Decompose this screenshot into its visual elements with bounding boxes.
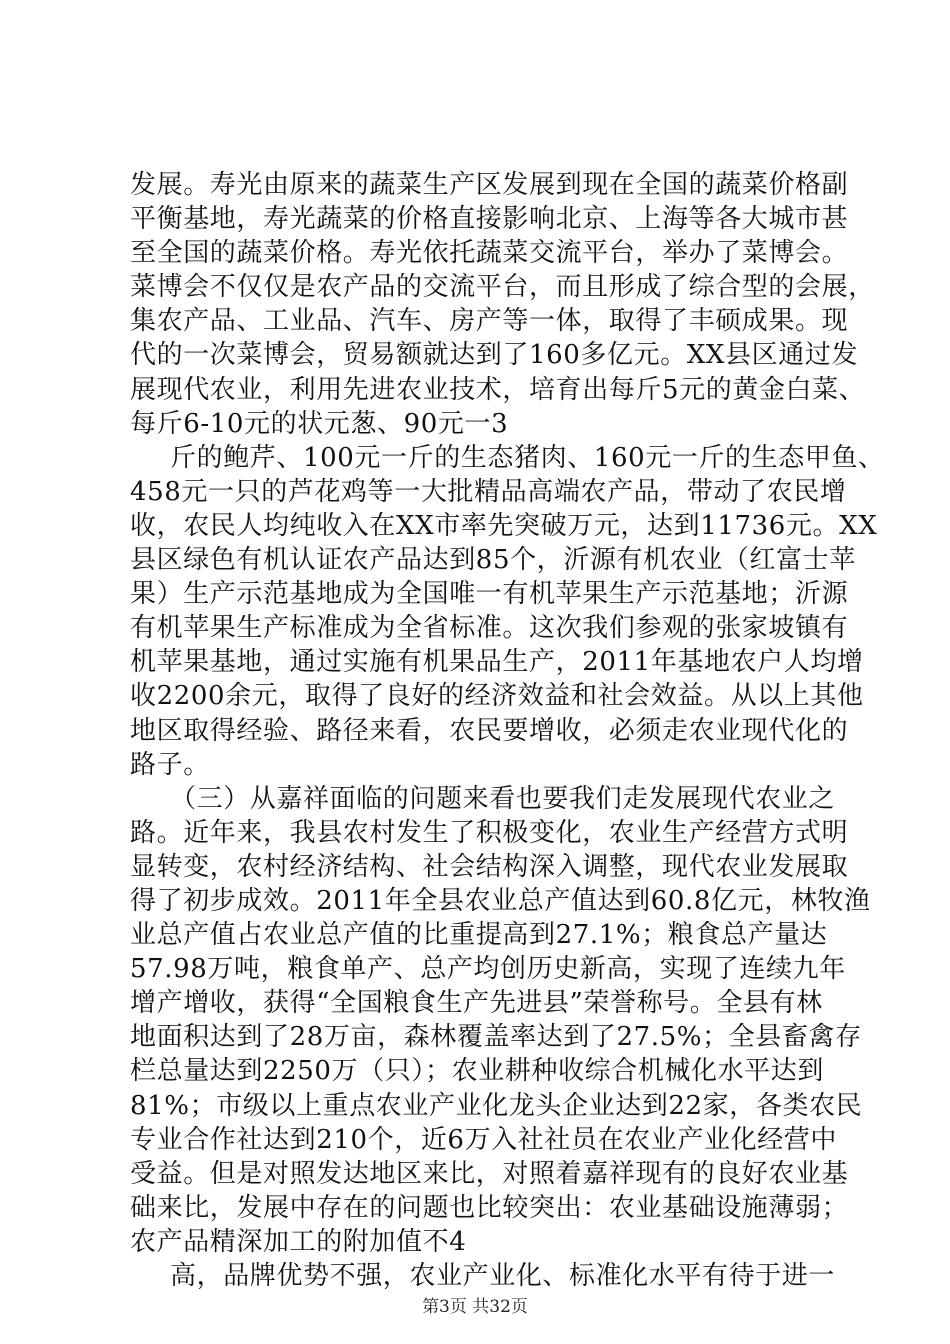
page-number-footer: 第3页 共32页	[422, 1297, 528, 1317]
text-line: 至全国的蔬菜价格。寿光依托蔬菜交流平台，举办了菜博会。	[130, 238, 849, 269]
text-line: 县区绿色有机认证农产品达到85个，沂源有机农业（红富士苹	[130, 545, 856, 576]
text-line: 专业合作社达到210个，近6万入社社员在农业产业化经营中	[130, 1124, 837, 1155]
text-line: 展现代农业，利用先进农业技术，培育出每斤5元的黄金白菜、	[130, 374, 866, 405]
text-line: 栏总量达到2250万（只）；农业耕种收综合机械化水平达到	[130, 1056, 824, 1087]
text-line: 458元一只的芦花鸡等一大批精品高端农产品，带动了农民增	[130, 476, 847, 507]
text-line: 受益。但是对照发达地区来比，对照着嘉祥现有的良好农业基	[130, 1158, 849, 1189]
text-line: 础来比，发展中存在的问题也比较突出：农业基础设施薄弱；	[130, 1192, 849, 1223]
text-line: 机苹果基地，通过实施有机果品生产，2011年基地农户人均增	[130, 647, 864, 678]
text-line: 农产品精深加工的附加值不4	[130, 1226, 467, 1257]
text-line: 地区取得经验、路径来看，农民要增收，必须走农业现代化的	[130, 715, 849, 746]
text-line: 路子。	[130, 749, 210, 780]
text-line: （三）从嘉祥面临的问题来看也要我们走发展现代农业之	[170, 783, 836, 814]
text-line: 81%；市级以上重点农业产业化龙头企业达到22家，各类农民	[130, 1090, 863, 1121]
text-line: 果）生产示范基地成为全国唯一有机苹果生产示范基地；沂源	[130, 579, 849, 610]
text-line: 有机苹果生产标准成为全省标准。这次我们参观的张家坡镇有	[130, 613, 849, 644]
text-line: 得了初步成效。2011年全县农业总产值达到60.8亿元，林牧渔	[130, 885, 871, 916]
text-line: 增产增收，获得“全国粮食生产先进县”荣誉称号。全县有林	[130, 988, 823, 1019]
text-line: 集农产品、工业品、汽车、房产等一体，取得了丰硕成果。现	[130, 306, 849, 337]
text-line: 平衡基地，寿光蔬菜的价格直接影响北京、上海等各大城市甚	[130, 204, 849, 235]
text-line: 发展。寿光由原来的蔬菜生产区发展到现在全国的蔬菜价格副	[130, 170, 849, 200]
body-text	[130, 168, 885, 1293]
text-line: 收2200余元，取得了良好的经济效益和社会效益。从以上其他	[130, 681, 864, 712]
text-line: 业总产值占农业总产值的比重提高到27.1%；粮食总产量达	[130, 920, 828, 951]
text-line: 高，品牌优势不强，农业产业化、标准化水平有待于进一	[170, 1261, 836, 1291]
text-line: 收，农民人均纯收入在XX市率先突破万元，达到11736元。XX	[130, 510, 878, 541]
text-line: 地面积达到了28万亩，森林覆盖率达到了27.5%；全县畜禽存	[130, 1022, 862, 1053]
text-line: 显转变，农村经济结构、社会结构深入调整，现代农业发展取	[130, 851, 849, 882]
text-line: 路。近年来，我县农村发生了积极变化，农业生产经营方式明	[130, 817, 849, 848]
text-line: 斤的鲍芹、100元一斤的生态猪肉、160元一斤的生态甲鱼、	[170, 442, 885, 473]
text-line: 每斤6-10元的状元葱、90元一3	[130, 408, 509, 439]
text-line: 57.98万吨，粮食单产、总产均创历史新高，实现了连续九年	[130, 954, 846, 985]
text-line: 代的一次菜博会，贸易额就达到了160多亿元。XX县区通过发	[130, 340, 859, 371]
text-line: 菜博会不仅仅是农产品的交流平台，而且形成了综合型的会展，	[130, 272, 875, 303]
